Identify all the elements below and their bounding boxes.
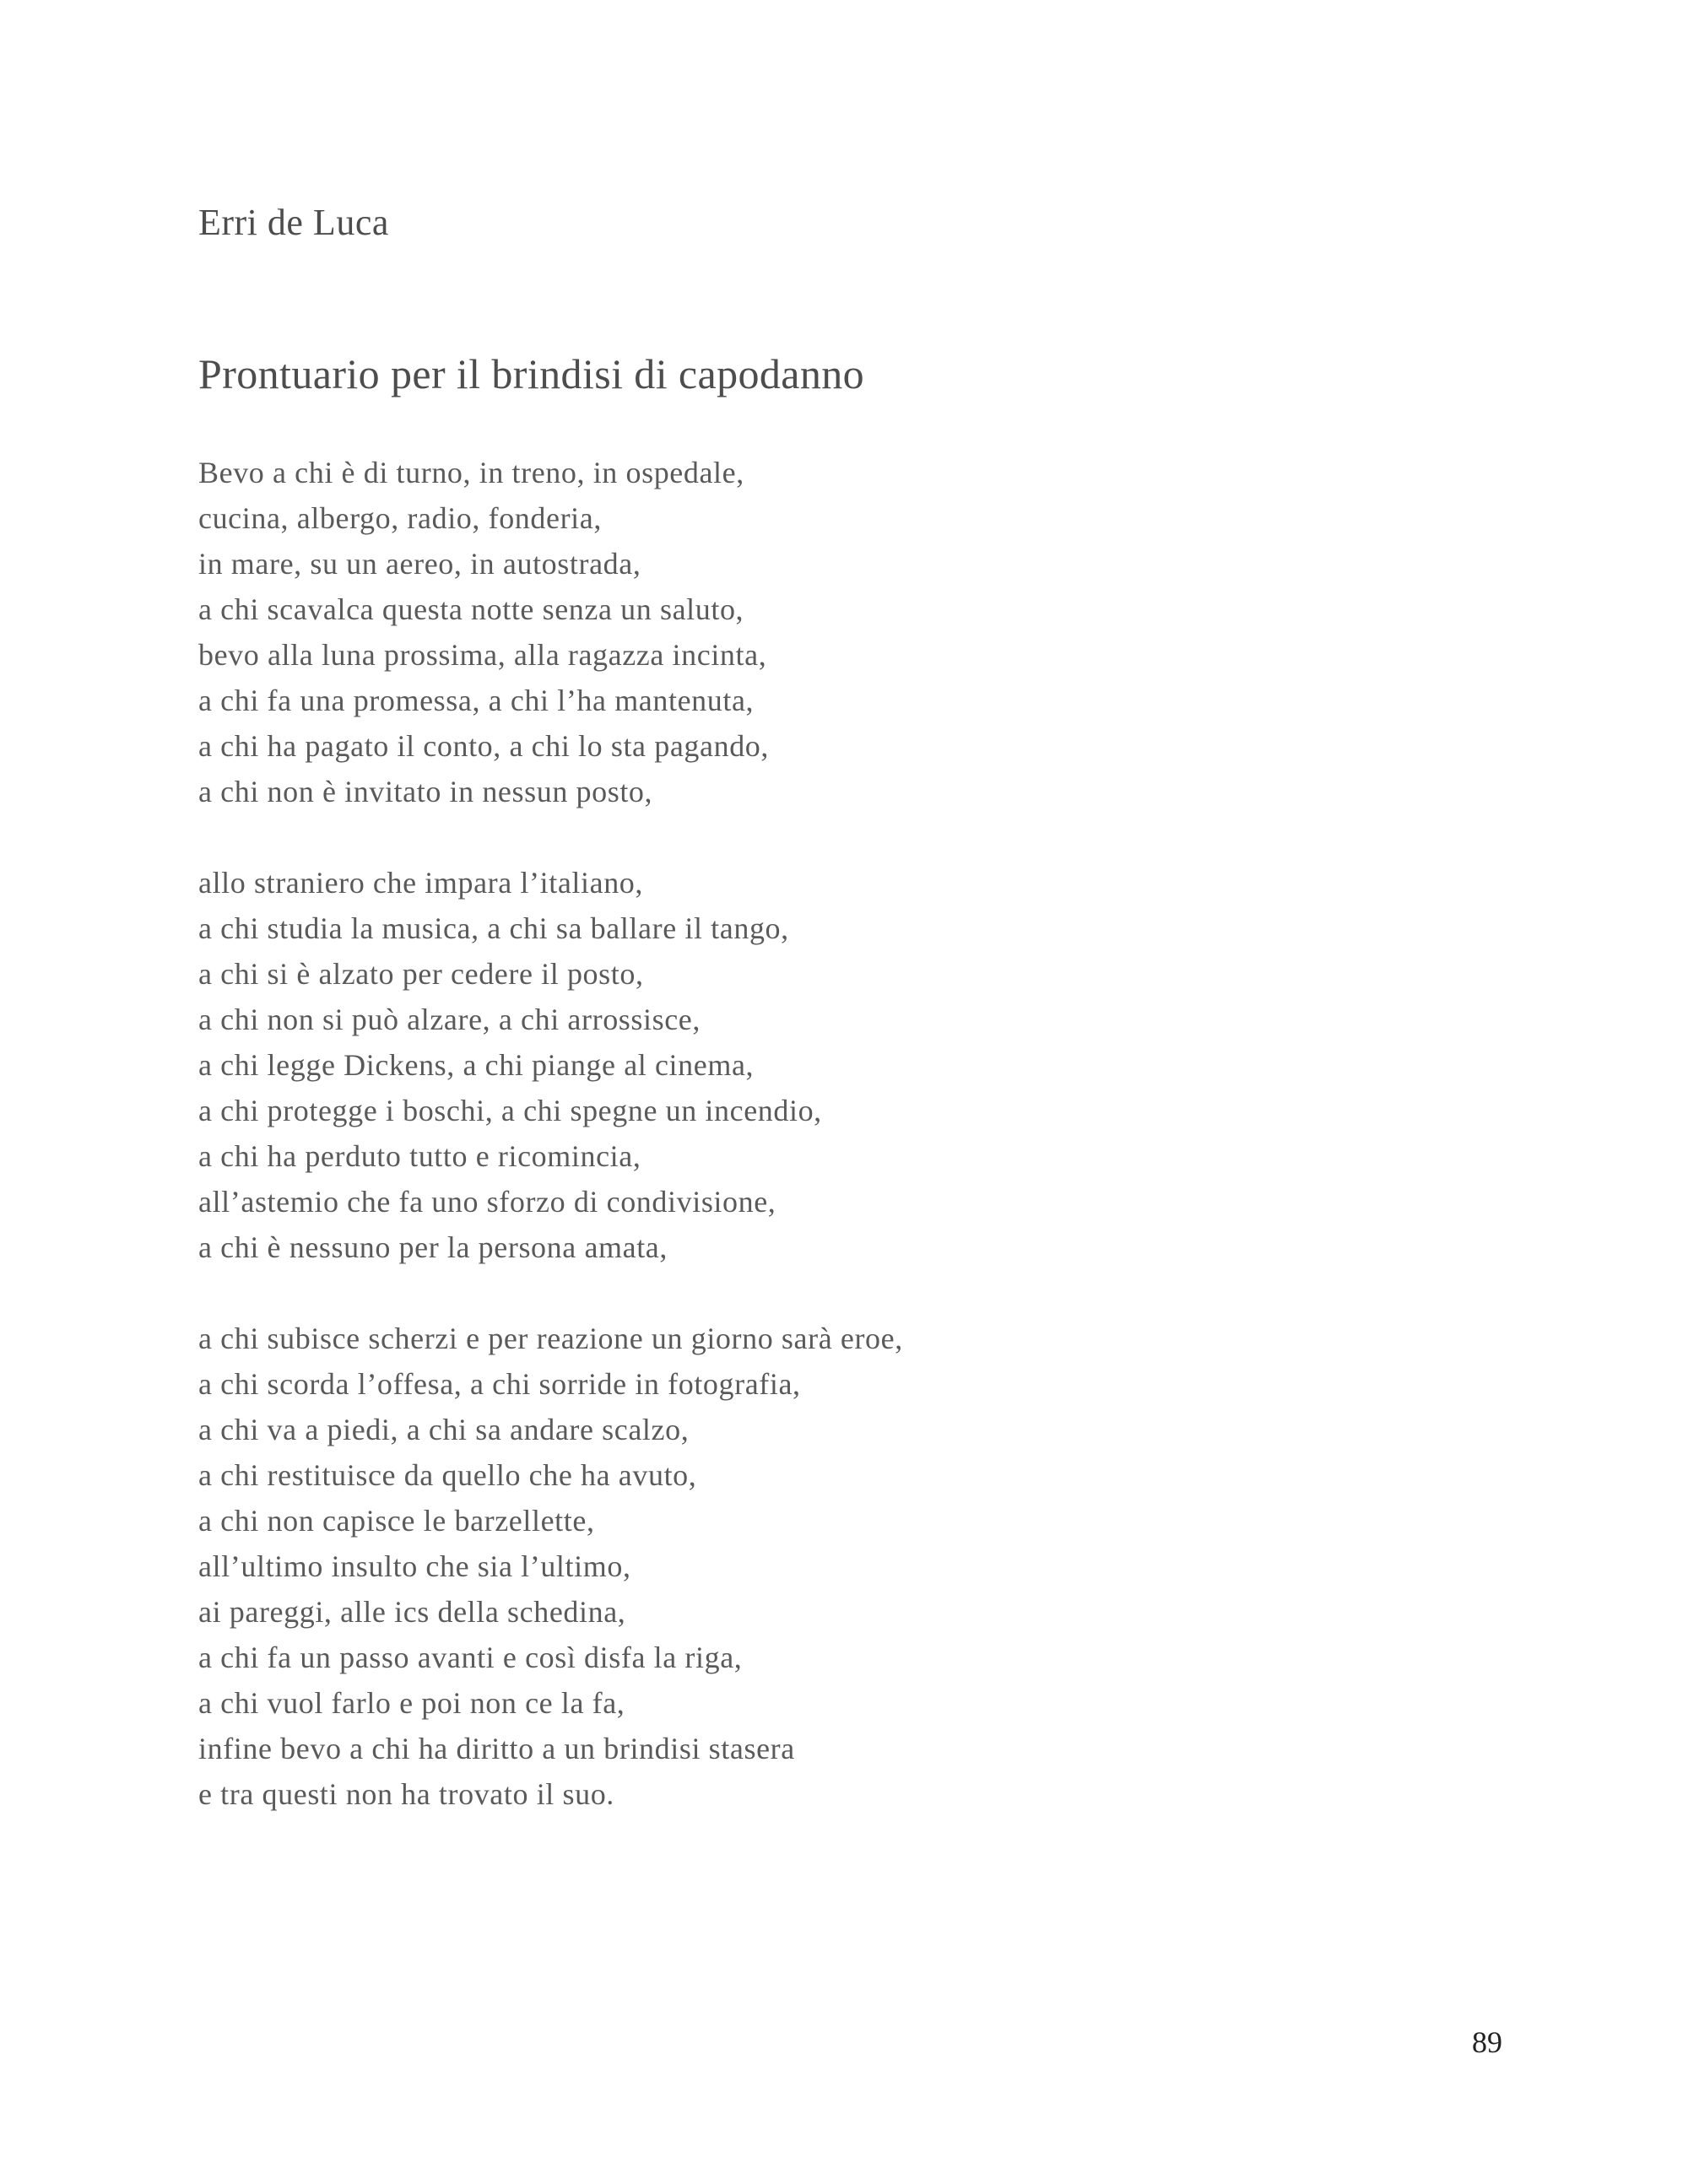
poem-line: a chi subisce scherzi e per reazione un giorno sarà eroe, — [198, 1322, 903, 1355]
poem-line: a chi restituisce da quello che ha avuto, — [198, 1458, 697, 1492]
poem-title: Prontuario per il brindisi di capodanno — [198, 350, 865, 397]
poem-line: a chi non è invitato in nessun posto, — [198, 775, 653, 808]
poem-line: a chi fa una promessa, a chi l’ha mantenuta, — [198, 684, 755, 717]
poem-line: allo straniero che impara l’italiano, — [198, 866, 643, 900]
stanza-2 — [198, 860, 1549, 1270]
poem-line: a chi non capisce le barzellette, — [198, 1504, 595, 1538]
poem-line: a chi scavalca questa notte senza un saluto, — [198, 592, 744, 626]
stanza-3 — [198, 1316, 1549, 1817]
poem-line: ai pareggi, alle ics della schedina, — [198, 1595, 626, 1629]
poem-line: all’astemio che fa uno sforzo di condivisione, — [198, 1185, 776, 1219]
poem-line: a chi è nessuno per la persona amata, — [198, 1230, 668, 1264]
poem-line: a chi legge Dickens, a chi piange al cinema, — [198, 1048, 755, 1082]
page-number: 89 — [1472, 2025, 1502, 2059]
poem-line: a chi vuol farlo e poi non ce la fa, — [198, 1686, 625, 1720]
poem-line: in mare, su un aereo, in autostrada, — [198, 547, 641, 581]
poem-line: a chi fa un passo avanti e così disfa la riga, — [198, 1641, 743, 1674]
poem-line: a chi studia la musica, a chi sa ballare il tango, — [198, 911, 789, 945]
stanza-1 — [198, 450, 1549, 814]
poem-line: all’ultimo insulto che sia l’ultimo, — [198, 1549, 631, 1583]
poem-line: bevo alla luna prossima, alla ragazza incinta, — [198, 638, 767, 672]
poem-line: e tra questi non ha trovato il suo. — [198, 1777, 614, 1811]
poem-line: Bevo a chi è di turno, in treno, in ospedale, — [198, 456, 744, 489]
poem-line: a chi scorda l’offesa, a chi sorride in fotografia, — [198, 1367, 801, 1401]
poem-line: a chi si è alzato per cedere il posto, — [198, 957, 644, 991]
poem-line: a chi va a piedi, a chi sa andare scalzo, — [198, 1413, 690, 1446]
author-name: Erri de Luca — [198, 202, 389, 243]
poem-line: a chi ha perduto tutto e ricomincia, — [198, 1139, 641, 1173]
poem-line: cucina, albergo, radio, fonderia, — [198, 501, 602, 535]
poem-line: a chi protegge i boschi, a chi spegne un incendio, — [198, 1094, 822, 1127]
poem-body — [198, 450, 1549, 1862]
poem-line: a chi non si può alzare, a chi arrossisce, — [198, 1003, 701, 1036]
poem-line: infine bevo a chi ha diritto a un brindisi stasera — [198, 1732, 795, 1765]
poem-line: a chi ha pagato il conto, a chi lo sta pagando, — [198, 729, 769, 763]
